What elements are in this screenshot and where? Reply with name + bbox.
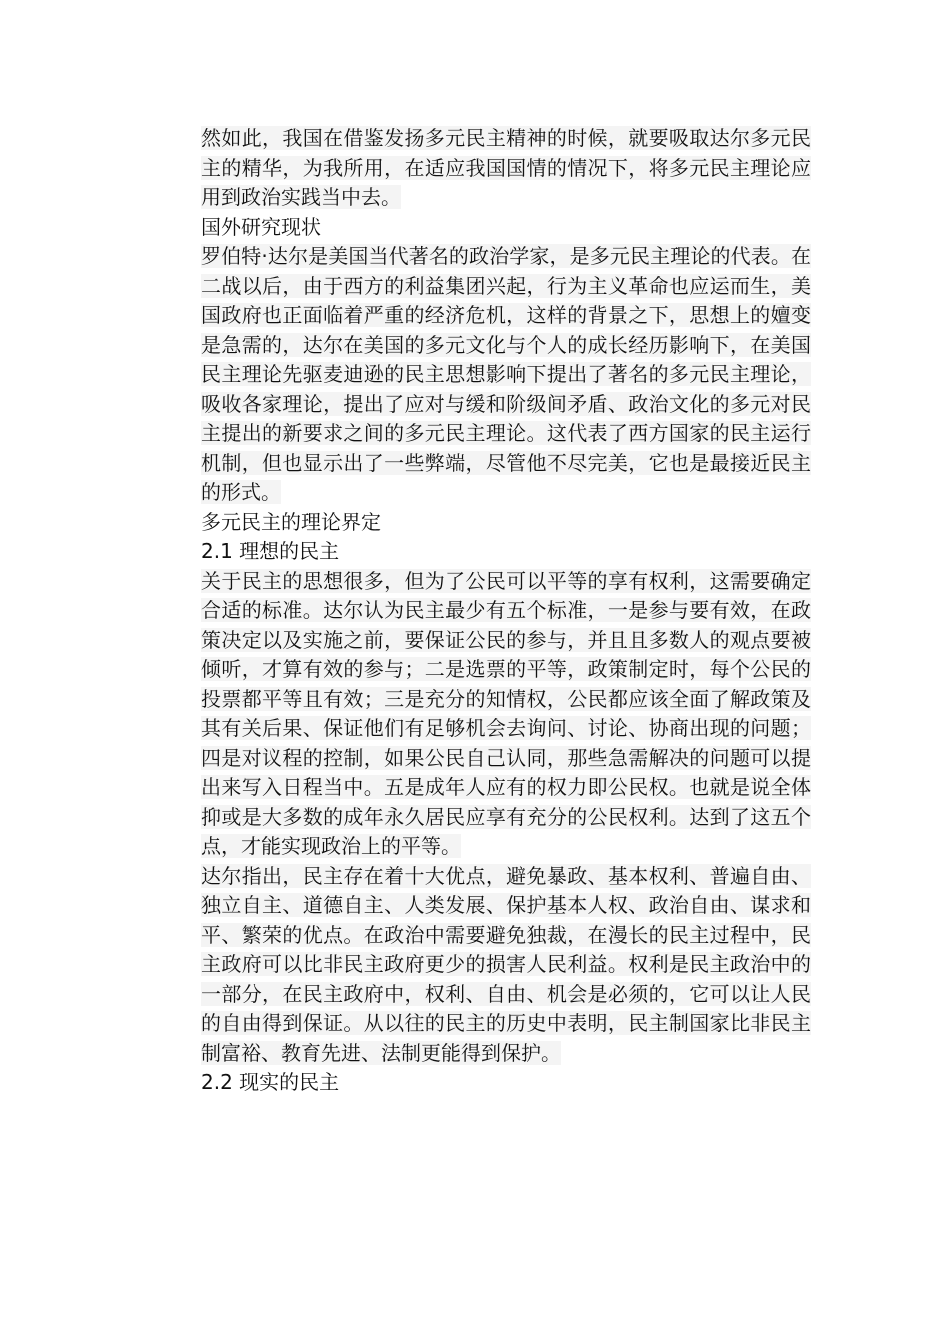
heading-theory-definition: 多元民主的理论界定 (201, 509, 381, 534)
paragraph-dahl-text: 罗伯特·达尔是美国当代著名的政治学家，是多元民主理论的代表。在二战以后，由于西方的利益集团兴起，行为主义革命也应运而生，美国政府也正面临着严重的经济危机，这样的背景之下，思想上的嬗变是急需的，达尔在美国的多元文化与个人的成长经历影响下，在美国民主理论先驱麦迪逊的民主思想影响下提出了著名的多元民主理论，吸收各家理论，提出了应对与缓和阶级间矛盾、政治文化的多元对民主提出的新要求之间的多元民主理论。这代表了西方国家的民主运行机制，但也显示出了一些弊端，尽管他不尽完美，它也是最接近民主的形式。 (201, 244, 811, 504)
paragraph-dahl (201, 242, 811, 508)
heading-foreign-research: 国外研究现状 (201, 214, 321, 239)
paragraph-ten-advantages (201, 862, 811, 1069)
document-body (201, 124, 811, 1098)
paragraph-intro-text: 然如此，我国在借鉴发扬多元民主精神的时候，就要吸取达尔多元民主的精华，为我所用，在适应我国国情的情况下，将多元民主理论应用到政治实践当中去。 (201, 126, 811, 209)
paragraph-intro (201, 124, 811, 213)
heading-ideal-democracy: 2.1 理想的民主 (201, 539, 340, 563)
paragraph-ten-advantages-text: 达尔指出，民主存在着十大优点，避免暴政、基本权利、普遍自由、独立自主、道德自主、人类发展、保护基本人权、政治自由、谋求和平、繁荣的优点。在政治中需要避免独裁，在漫长的民主过程中，民主政府可以比非民主政府更少的损害人民利益。权利是民主政治中的一部分，在民主政府中，权利、自由、机会是必须的，它可以让人民的自由得到保证。从以往的民主的历史中表明，民主制国家比非民主制富裕、教育先进、法制更能得到保护。 (201, 863, 811, 1065)
heading-real-democracy: 2.2 现实的民主 (201, 1070, 340, 1094)
paragraph-five-criteria (201, 567, 811, 862)
paragraph-five-criteria-text: 关于民主的思想很多，但为了公民可以平等的享有权利，这需要确定合适的标准。达尔认为民主最少有五个标准，一是参与要有效，在政策决定以及实施之前，要保证公民的参与，并且且多数人的观点要被倾听，才算有效的参与；二是选票的平等，政策制定时，每个公民的投票都平等且有效；三是充分的知情权，公民都应该全面了解政策及其有关后果、保证他们有足够机会去询问、讨论、协商出现的问题；四是对议程的控制，如果公民自己认同，那些急需解决的问题可以提出来写入日程当中。五是成年人应有的权力即公民权。也就是说全体抑或是大多数的成年永久居民应享有充分的公民权利。达到了这五个点，才能实现政治上的平等。 (201, 568, 811, 858)
